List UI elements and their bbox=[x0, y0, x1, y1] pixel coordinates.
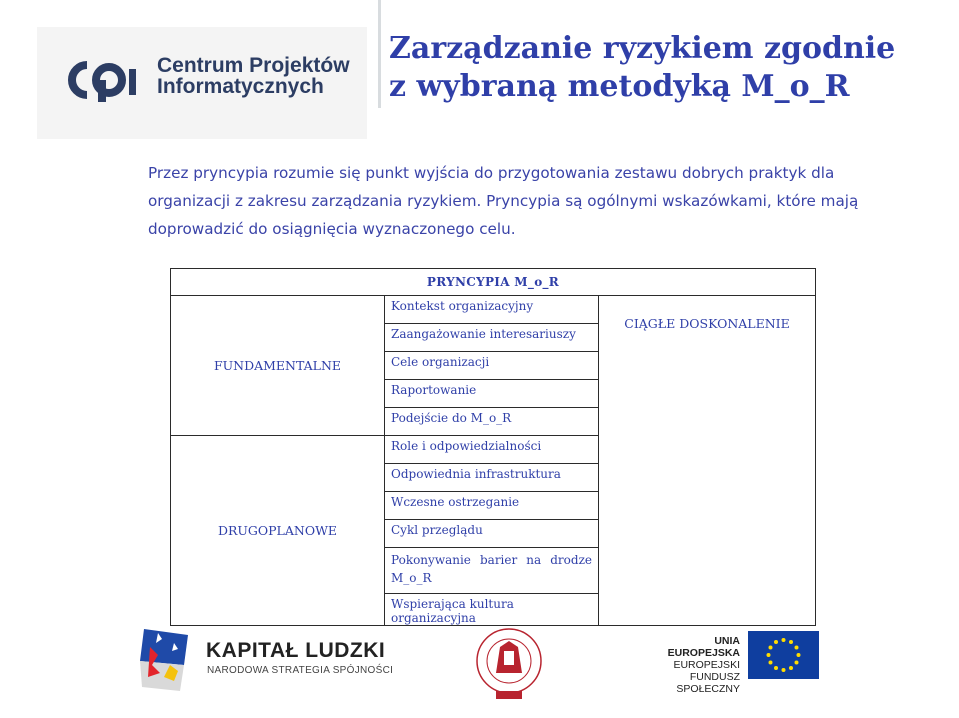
kapital-ludzki-flag-icon bbox=[140, 625, 192, 695]
logo-line-1: Centrum Projektów bbox=[157, 54, 350, 77]
principle-item: Raportowanie bbox=[385, 380, 599, 408]
intro-paragraph bbox=[148, 159, 918, 243]
eu-line-3: FUNDUSZ SPOŁECZNY bbox=[676, 671, 740, 695]
principle-item: Pokonywanie barier na drodze M_o_R bbox=[385, 548, 599, 594]
table-row bbox=[171, 296, 816, 324]
principle-item: Wspierająca kultura organizacyjna bbox=[385, 594, 599, 626]
group-label-secondary: DRUGOPLANOWE bbox=[171, 436, 385, 626]
cpi-logo bbox=[37, 27, 367, 139]
continuous-improvement-label: CIĄGŁE DOSKONALENIE bbox=[599, 296, 816, 626]
intro-line-2: organizacji z zakresu zarządzania ryzykiem. Pryncypia są ogólnymi wskazówkami, które mają bbox=[148, 192, 859, 210]
page-title bbox=[389, 30, 949, 106]
principle-item: Cykl przeglądu bbox=[385, 520, 599, 548]
title-line-1: Zarządzanie ryzykiem zgodnie bbox=[389, 31, 896, 66]
title-line-2: z wybraną metodyką M_o_R bbox=[389, 69, 850, 104]
eu-text bbox=[648, 635, 740, 695]
intro-line-3: doprowadzić do osiągnięcia wyznaczonego celu. bbox=[148, 220, 516, 238]
table-header: PRYNCYPIA M_o_R bbox=[171, 269, 816, 296]
principle-item: Zaangażowanie interesariuszy bbox=[385, 324, 599, 352]
eu-line-1: UNIA EUROPEJSKA bbox=[667, 635, 740, 659]
eu-line-2: EUROPEJSKI bbox=[673, 659, 740, 671]
cpi-logo-text bbox=[157, 55, 350, 97]
principle-item: Cele organizacji bbox=[385, 352, 599, 380]
principle-item: Odpowiednia infrastruktura bbox=[385, 464, 599, 492]
principles-table bbox=[170, 268, 816, 626]
principle-item: Role i odpowiedzialności bbox=[385, 436, 599, 464]
group-label-fundamental: FUNDAMENTALNE bbox=[171, 296, 385, 436]
table-header-row bbox=[171, 269, 816, 296]
school-emblem-icon bbox=[466, 625, 552, 703]
principle-item: Kontekst organizacyjny bbox=[385, 296, 599, 324]
eu-flag-icon bbox=[748, 631, 819, 679]
header-divider bbox=[378, 0, 381, 108]
principle-item: Wczesne ostrzeganie bbox=[385, 492, 599, 520]
kapital-ludzki-title: KAPITAŁ LUDZKI bbox=[206, 639, 386, 662]
intro-line-1: Przez pryncypia rozumie się punkt wyjścia do przygotowania zestawu dobrych praktyk dla bbox=[148, 164, 835, 182]
principle-item: Podejście do M_o_R bbox=[385, 408, 599, 436]
kapital-ludzki-subtitle: NARODOWA STRATEGIA SPÓJNOŚCI bbox=[207, 665, 394, 676]
footer-logos bbox=[0, 615, 959, 718]
logo-line-2: Informatycznych bbox=[157, 75, 324, 98]
